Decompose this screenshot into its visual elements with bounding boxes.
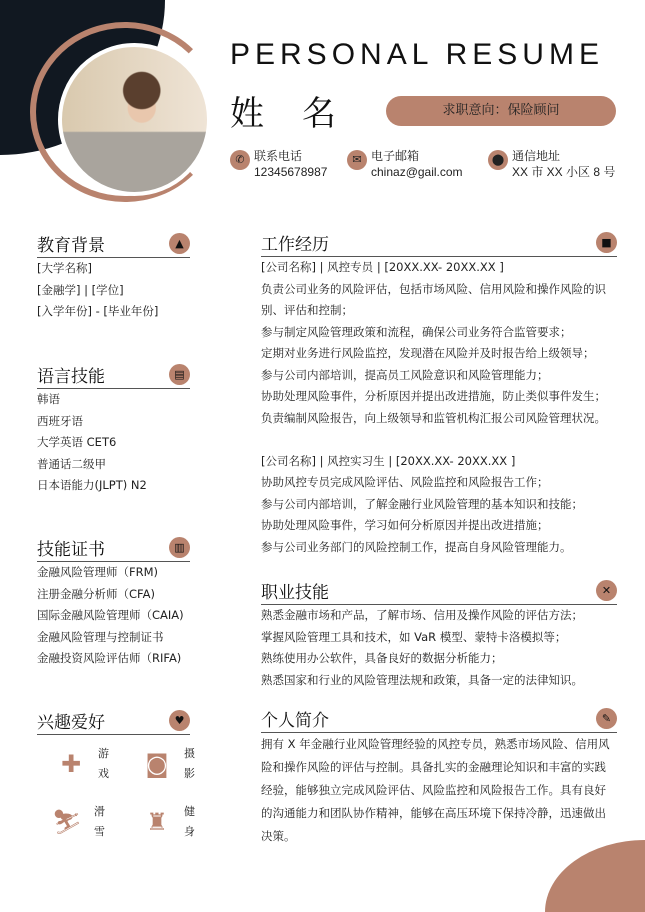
text-line: 定期对业务进行风险监控，发现潜在风险并及时报告给上级领导； [261, 346, 595, 360]
book-icon: ▥ [169, 537, 190, 558]
list-item: [入学年份] - [毕业年份] [37, 304, 159, 318]
list-item: [金融学] | [学位] [37, 282, 124, 297]
graduation-cap-icon: ▲ [169, 233, 190, 254]
hobby-label: 游戏 [98, 747, 109, 780]
contact-value: chinaz@gail.com [371, 165, 463, 179]
chat-icon: ▤ [169, 364, 190, 385]
list-item: 普通话二级甲 [37, 456, 106, 471]
tools-icon: ✕ [596, 580, 617, 601]
corner-circle-decoration [545, 840, 645, 912]
list-item: 西班牙语 [37, 413, 83, 428]
text-line: 参与公司业务部门的风险控制工作，提高自身风险管理能力。 [261, 539, 572, 554]
page-title: PERSONAL RESUME [230, 38, 604, 71]
name: 姓名 [230, 94, 374, 134]
text-line: 参与公司内部培训，提高员工风险意识和风险管理能力； [261, 367, 549, 382]
hobby-label: 滑雪 [94, 805, 105, 838]
avatar [58, 43, 211, 196]
contact-value: XX 市 XX 小区 8 号 [512, 165, 616, 179]
hobby-section [37, 708, 190, 735]
location-icon: ⬤ [488, 150, 508, 170]
briefcase-icon: ■ [596, 232, 617, 253]
text-line: 拥有 X 年金融行业风险管理经验的风控专员，熟悉市场风险、信用风 [261, 737, 610, 751]
section-title: 个人简介 [261, 711, 329, 731]
phone-icon: ✆ [230, 150, 250, 170]
hobby-label: 摄影 [184, 747, 195, 780]
contact-phone [230, 148, 327, 180]
skiing-icon: ⛷ [51, 808, 83, 836]
contact-label: 电子邮箱 [371, 149, 420, 163]
work-section [261, 230, 617, 558]
list-item: 大学英语 CET6 [37, 435, 117, 449]
section-title: 职业技能 [261, 583, 329, 603]
contact-address [488, 148, 615, 180]
text-line: 负责编制风险报告，向上级领导和监管机构汇报公司风险管理状况。 [261, 410, 606, 425]
list-item: 金融投资风险评估师（RIFA) [37, 651, 182, 665]
skills-section [261, 578, 617, 691]
certificate-section [37, 535, 190, 670]
section-title: 工作经历 [261, 235, 329, 255]
text-line: 掌握风险管理工具和技术，如 VaR 模型、蒙特卡洛模拟等； [261, 629, 567, 644]
language-section [37, 362, 190, 497]
text-line: 熟练使用办公软件，具备良好的数据分析能力； [261, 651, 503, 665]
gamepad-icon: ✚ [60, 750, 82, 778]
text-line: 经验，能够独立完成风险评估、风险监控和风险报告工作。具有良好 [261, 783, 606, 797]
fitness-icon: ♜ [146, 808, 168, 836]
hobby-photography [136, 744, 196, 784]
hobby-skiing [46, 802, 106, 842]
hobby-label: 健身 [184, 805, 195, 838]
section-title: 兴趣爱好 [37, 713, 105, 733]
camera-icon: ◙ [145, 750, 169, 778]
text-line: 险和操作风险的评估与控制。具备扎实的金融理论知识和丰富的实践 [261, 760, 606, 774]
section-title: 技能证书 [37, 540, 105, 560]
hobby-gaming [50, 744, 110, 784]
list-item: [大学名称] [37, 261, 92, 275]
text-line: 负责公司业务的风险评估，包括市场风险、信用风险和操作风险的识 [261, 281, 606, 296]
profile-section [261, 706, 617, 848]
text-line: 参与制定风险管理政策和流程，确保公司业务符合监管要求； [261, 324, 572, 339]
list-item: 金融风险管理师（FRM) [37, 565, 159, 579]
list-item: 注册金融分析师（CFA) [37, 586, 155, 601]
list-item: 国际金融风险管理师（CAIA) [37, 608, 184, 622]
pencil-icon: ✎ [596, 708, 617, 729]
text-line: 参与公司内部培训，了解金融行业风险管理的基本知识和技能； [261, 496, 583, 511]
education-section [37, 231, 190, 323]
text-line [261, 429, 617, 451]
text-line: 协助处理风险事件，学习如何分析原因并提出改进措施； [261, 518, 549, 532]
mail-icon: ✉ [347, 150, 367, 170]
contact-value: 12345678987 [254, 165, 328, 179]
text-line: 协助风控专员完成风险评估、风险监控和风险报告工作； [261, 475, 549, 489]
section-title: 语言技能 [37, 367, 105, 387]
contact-email [347, 148, 463, 180]
list-item: 韩语 [37, 392, 60, 406]
heart-icon: ♥ [169, 710, 190, 731]
text-line: 熟悉金融市场和产品，了解市场、信用及操作风险的评估方法； [261, 608, 583, 622]
text-line: [公司名称] | 风控专员 | [20XX.XX- 20XX.XX ] [261, 260, 504, 274]
text-line: 决策。 [261, 829, 296, 843]
text-line: 协助处理风险事件，分析原因并提出改进措施，防止类似事件发生； [261, 389, 606, 403]
list-item: 日本语能力(JLPT) N2 [37, 478, 147, 492]
list-item: 金融风险管理与控制证书 [37, 629, 164, 644]
text-line: 熟悉国家和行业的风险管理法规和政策，具备一定的法律知识。 [261, 672, 583, 687]
text-line: 别、评估和控制； [261, 303, 353, 317]
contact-label: 通信地址 [512, 149, 561, 163]
job-intent-badge: 求职意向：保险顾问 [386, 96, 616, 126]
hobby-fitness [136, 802, 196, 842]
contact-label: 联系电话 [254, 149, 303, 163]
text-line: 的沟通能力和团队协作精神，能够在高压环境下保持冷静，迅速做出 [261, 806, 606, 820]
text-line: [公司名称] | 风控实习生 | [20XX.XX- 20XX.XX ] [261, 453, 516, 468]
section-title: 教育背景 [37, 236, 105, 256]
